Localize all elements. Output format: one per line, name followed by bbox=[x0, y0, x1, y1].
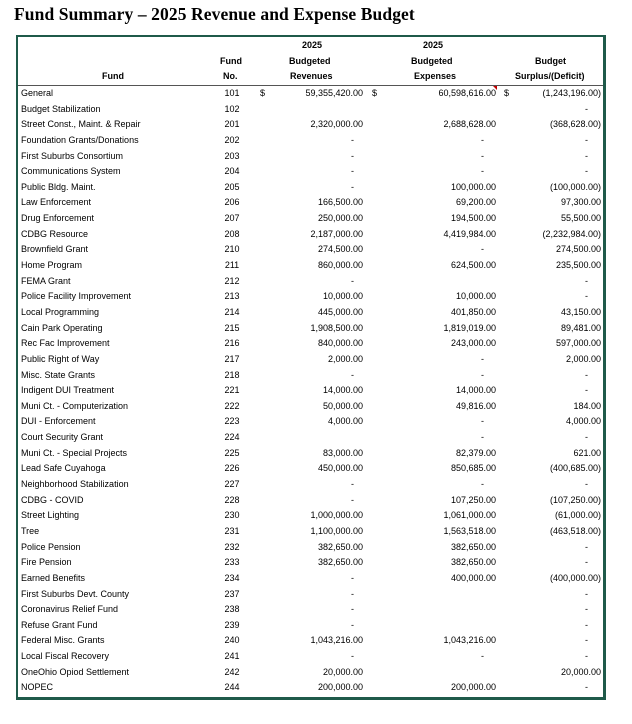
revenues-cell: - bbox=[351, 150, 354, 161]
fund-number-cell: 224 bbox=[224, 432, 240, 443]
surplus-cell: - bbox=[585, 651, 588, 662]
revenues-cell: 14,000.00 bbox=[322, 385, 363, 396]
header-expenses-line2: Budgeted bbox=[411, 56, 453, 66]
revenues-cell: - bbox=[351, 479, 354, 490]
revenues-cell: - bbox=[351, 588, 354, 599]
surplus-cell: - bbox=[585, 557, 588, 568]
header-expenses-line3: Expenses bbox=[414, 71, 457, 81]
surplus-cell: - bbox=[585, 588, 588, 599]
revenues-cell: 382,650.00 bbox=[317, 557, 363, 568]
header-surplus-line1: Budget bbox=[535, 56, 566, 66]
table-row bbox=[18, 321, 603, 337]
fund-number-cell: 223 bbox=[224, 416, 240, 427]
fund-number-cell: 234 bbox=[224, 572, 240, 583]
fund-name-cell: Public Right of Way bbox=[21, 353, 100, 364]
expenses-cell: 100,000.00 bbox=[450, 181, 496, 192]
fund-summary-table bbox=[16, 35, 606, 700]
expenses-cell: 14,000.00 bbox=[455, 385, 496, 396]
expenses-cell: 107,250.00 bbox=[450, 494, 496, 505]
fund-number-cell: 228 bbox=[224, 494, 240, 505]
surplus-cell: - bbox=[585, 166, 588, 177]
fund-name-cell: Police Pension bbox=[21, 541, 81, 552]
fund-number-cell: 101 bbox=[224, 88, 240, 98]
fund-name-cell: Foundation Grants/Donations bbox=[21, 134, 139, 145]
revenues-cell: 4,000.00 bbox=[327, 416, 363, 427]
surplus-cell: (100,000.00) bbox=[549, 181, 601, 192]
table-row bbox=[18, 430, 603, 446]
table-row bbox=[18, 524, 603, 540]
fund-number-cell: 214 bbox=[224, 306, 240, 317]
table-row bbox=[18, 508, 603, 524]
revenues-cell: - bbox=[351, 181, 354, 192]
table-row bbox=[18, 195, 603, 211]
expenses-cell: 243,000.00 bbox=[450, 338, 496, 349]
currency-symbol-revenues: $ bbox=[260, 88, 266, 98]
fund-name-cell: Home Program bbox=[21, 260, 83, 271]
table-row bbox=[18, 86, 603, 102]
header-revenues-line3: Revenues bbox=[290, 71, 333, 81]
fund-number-cell: 231 bbox=[224, 525, 240, 536]
expenses-cell: 49,816.00 bbox=[455, 400, 496, 411]
expenses-cell: 82,379.00 bbox=[455, 447, 496, 458]
table-row bbox=[18, 289, 603, 305]
fund-number-cell: 210 bbox=[224, 244, 240, 255]
fund-name-cell: Law Enforcement bbox=[21, 197, 92, 208]
surplus-cell: 621.00 bbox=[573, 447, 601, 458]
fund-name-cell: CDBG - COVID bbox=[21, 494, 84, 505]
surplus-cell: - bbox=[585, 479, 588, 490]
table-row bbox=[18, 133, 603, 149]
fund-number-cell: 226 bbox=[224, 463, 240, 474]
fund-name-cell: NOPEC bbox=[21, 682, 54, 693]
table-row bbox=[18, 587, 603, 603]
expenses-cell: - bbox=[481, 432, 484, 443]
table-header bbox=[18, 37, 603, 85]
fund-name-cell: Public Bldg. Maint. bbox=[21, 181, 96, 192]
surplus-cell: - bbox=[585, 635, 588, 646]
revenues-cell: 83,000.00 bbox=[322, 447, 363, 458]
fund-number-cell: 202 bbox=[224, 134, 240, 145]
revenues-cell: - bbox=[351, 572, 354, 583]
table-body bbox=[18, 86, 603, 696]
surplus-cell: (463,518.00) bbox=[549, 525, 601, 536]
table-row bbox=[18, 336, 603, 352]
table-row bbox=[18, 446, 603, 462]
surplus-cell: (400,000.00) bbox=[549, 572, 601, 583]
table-row bbox=[18, 493, 603, 509]
fund-name-cell: Fire Pension bbox=[21, 557, 72, 568]
fund-number-cell: 225 bbox=[224, 447, 240, 458]
fund-name-cell: Court Security Grant bbox=[21, 432, 104, 443]
revenues-cell: - bbox=[351, 604, 354, 615]
revenues-cell: 59,355,420.00 bbox=[305, 88, 363, 98]
revenues-cell: - bbox=[351, 369, 354, 380]
revenues-cell: 50,000.00 bbox=[322, 400, 363, 411]
fund-number-cell: 244 bbox=[224, 682, 240, 693]
header-expenses-line1: 2025 bbox=[423, 40, 444, 50]
surplus-cell: - bbox=[585, 134, 588, 145]
revenues-cell: 2,000.00 bbox=[327, 353, 363, 364]
table-row bbox=[18, 680, 603, 696]
revenues-cell: 2,320,000.00 bbox=[310, 119, 363, 130]
fund-name-cell: FEMA Grant bbox=[21, 275, 71, 286]
expenses-cell: 850,685.00 bbox=[450, 463, 496, 474]
table-row bbox=[18, 164, 603, 180]
fund-name-cell: Lead Safe Cuyahoga bbox=[21, 463, 106, 474]
revenues-cell: 2,187,000.00 bbox=[310, 228, 363, 239]
fund-number-cell: 218 bbox=[224, 369, 240, 380]
fund-number-cell: 240 bbox=[224, 635, 240, 646]
expenses-cell: - bbox=[481, 166, 484, 177]
fund-number-cell: 203 bbox=[224, 150, 240, 161]
revenues-cell: 274,500.00 bbox=[317, 244, 363, 255]
expenses-cell: - bbox=[481, 369, 484, 380]
table-row bbox=[18, 602, 603, 618]
table-row bbox=[18, 461, 603, 477]
fund-number-cell: 232 bbox=[224, 541, 240, 552]
surplus-cell: - bbox=[585, 682, 588, 693]
surplus-cell: (1,243,196.00) bbox=[542, 88, 601, 98]
revenues-cell: 20,000.00 bbox=[322, 666, 363, 677]
expenses-cell: 624,500.00 bbox=[450, 260, 496, 271]
table-row bbox=[18, 180, 603, 196]
expenses-cell: 400,000.00 bbox=[450, 572, 496, 583]
revenues-cell: - bbox=[351, 166, 354, 177]
fund-name-cell: Coronavirus Relief Fund bbox=[21, 604, 119, 615]
revenues-cell: 166,500.00 bbox=[317, 197, 363, 208]
table-row bbox=[18, 414, 603, 430]
fund-number-cell: 205 bbox=[224, 181, 240, 192]
revenues-cell: - bbox=[351, 134, 354, 145]
expenses-cell: 10,000.00 bbox=[455, 291, 496, 302]
expenses-cell: 401,850.00 bbox=[450, 306, 496, 317]
table-row bbox=[18, 368, 603, 384]
surplus-cell: 55,500.00 bbox=[560, 213, 601, 224]
expenses-cell: 382,650.00 bbox=[450, 541, 496, 552]
expenses-cell: - bbox=[481, 353, 484, 364]
table-row bbox=[18, 242, 603, 258]
expenses-cell: 60,598,616.00 bbox=[438, 88, 496, 98]
revenues-cell: - bbox=[351, 651, 354, 662]
revenues-cell: 1,000,000.00 bbox=[310, 510, 363, 521]
revenues-cell: 382,650.00 bbox=[317, 541, 363, 552]
surplus-cell: 89,481.00 bbox=[560, 322, 601, 333]
expenses-cell: 4,419,984.00 bbox=[443, 228, 496, 239]
revenues-cell: 10,000.00 bbox=[322, 291, 363, 302]
expenses-cell: - bbox=[481, 134, 484, 145]
fund-name-cell: Misc. State Grants bbox=[21, 369, 96, 380]
fund-name-cell: OneOhio Opiod Settlement bbox=[21, 666, 130, 677]
header-surplus-line2: Surplus/(Deficit) bbox=[515, 71, 585, 81]
surplus-cell: (61,000.00) bbox=[554, 510, 601, 521]
expenses-cell: - bbox=[481, 651, 484, 662]
revenues-cell: 1,043,216.00 bbox=[310, 635, 363, 646]
revenues-cell: - bbox=[351, 619, 354, 630]
expenses-cell: 2,688,628.00 bbox=[443, 119, 496, 130]
table-row bbox=[18, 399, 603, 415]
comment-flag-icon bbox=[493, 86, 497, 90]
surplus-cell: - bbox=[585, 291, 588, 302]
fund-number-cell: 217 bbox=[224, 353, 240, 364]
fund-number-cell: 242 bbox=[224, 666, 240, 677]
fund-number-cell: 222 bbox=[224, 400, 240, 411]
fund-name-cell: First Suburbs Consortium bbox=[21, 150, 124, 161]
fund-name-cell: Indigent DUI Treatment bbox=[21, 385, 115, 396]
fund-name-cell: Street Const., Maint. & Repair bbox=[21, 119, 141, 130]
expenses-cell: 382,650.00 bbox=[450, 557, 496, 568]
surplus-cell: (107,250.00) bbox=[549, 494, 601, 505]
table-row bbox=[18, 383, 603, 399]
surplus-cell: 597,000.00 bbox=[555, 338, 601, 349]
currency-symbol-surplus: $ bbox=[504, 88, 510, 98]
surplus-cell: - bbox=[585, 432, 588, 443]
currency-symbol-expenses: $ bbox=[372, 88, 378, 98]
table-row bbox=[18, 149, 603, 165]
fund-name-cell: Local Fiscal Recovery bbox=[21, 651, 110, 662]
revenues-cell: 1,100,000.00 bbox=[310, 525, 363, 536]
expenses-cell: 1,043,216.00 bbox=[443, 635, 496, 646]
expenses-cell: - bbox=[481, 479, 484, 490]
surplus-cell: 2,000.00 bbox=[565, 353, 601, 364]
fund-name-cell: Muni Ct. - Computerization bbox=[21, 400, 129, 411]
fund-name-cell: General bbox=[21, 88, 54, 98]
fund-number-cell: 204 bbox=[224, 166, 240, 177]
surplus-cell: - bbox=[585, 103, 588, 114]
fund-number-cell: 237 bbox=[224, 588, 240, 599]
table-row bbox=[18, 211, 603, 227]
expenses-cell: 194,500.00 bbox=[450, 213, 496, 224]
surplus-cell: - bbox=[585, 275, 588, 286]
fund-number-cell: 216 bbox=[224, 338, 240, 349]
table-row bbox=[18, 571, 603, 587]
surplus-cell: (400,685.00) bbox=[549, 463, 601, 474]
revenues-cell: 840,000.00 bbox=[317, 338, 363, 349]
fund-name-cell: Drug Enforcement bbox=[21, 213, 95, 224]
fund-number-cell: 233 bbox=[224, 557, 240, 568]
fund-number-cell: 221 bbox=[224, 385, 240, 396]
fund-name-cell: Cain Park Operating bbox=[21, 322, 103, 333]
revenues-cell: - bbox=[351, 494, 354, 505]
header-fund-no-line2: No. bbox=[223, 71, 238, 81]
fund-name-cell: Tree bbox=[21, 525, 40, 536]
surplus-cell: 235,500.00 bbox=[555, 260, 601, 271]
table-row bbox=[18, 633, 603, 649]
header-revenues-line1: 2025 bbox=[302, 40, 323, 50]
fund-number-cell: 239 bbox=[224, 619, 240, 630]
surplus-cell: - bbox=[585, 369, 588, 380]
table-row bbox=[18, 305, 603, 321]
surplus-cell: - bbox=[585, 150, 588, 161]
revenues-cell: 200,000.00 bbox=[317, 682, 363, 693]
surplus-cell: 274,500.00 bbox=[555, 244, 601, 255]
page-title: Fund Summary – 2025 Revenue and Expense Budget bbox=[14, 4, 415, 24]
expenses-cell: 1,563,518.00 bbox=[443, 525, 496, 536]
surplus-cell: - bbox=[585, 541, 588, 552]
table-row bbox=[18, 117, 603, 133]
fund-name-cell: First Suburbs Devt. County bbox=[21, 588, 130, 599]
fund-number-cell: 211 bbox=[224, 260, 240, 271]
revenues-cell: 445,000.00 bbox=[317, 306, 363, 317]
table-row bbox=[18, 258, 603, 274]
table-row bbox=[18, 555, 603, 571]
expenses-cell: - bbox=[481, 150, 484, 161]
fund-number-cell: 207 bbox=[224, 213, 240, 224]
surplus-cell: 97,300.00 bbox=[560, 197, 601, 208]
fund-name-cell: Brownfield Grant bbox=[21, 244, 89, 255]
fund-name-cell: Street Lighting bbox=[21, 510, 80, 521]
expenses-cell: - bbox=[481, 244, 484, 255]
surplus-cell: - bbox=[585, 604, 588, 615]
surplus-cell: - bbox=[585, 385, 588, 396]
fund-name-cell: Neighborhood Stabilization bbox=[21, 479, 129, 490]
fund-number-cell: 230 bbox=[224, 510, 240, 521]
fund-name-cell: CDBG Resource bbox=[21, 228, 89, 239]
fund-name-cell: Rec Fac Improvement bbox=[21, 338, 110, 349]
surplus-cell: 20,000.00 bbox=[560, 666, 601, 677]
table-row bbox=[18, 618, 603, 634]
revenues-cell: 450,000.00 bbox=[317, 463, 363, 474]
fund-name-cell: DUI - Enforcement bbox=[21, 416, 96, 427]
fund-number-cell: 212 bbox=[224, 275, 240, 286]
table-row bbox=[18, 227, 603, 243]
expenses-cell: 1,061,000.00 bbox=[443, 510, 496, 521]
fund-number-cell: 102 bbox=[224, 103, 240, 114]
surplus-cell: 184.00 bbox=[573, 400, 601, 411]
surplus-cell: (2,232,984.00) bbox=[542, 228, 601, 239]
fund-number-cell: 208 bbox=[224, 228, 240, 239]
surplus-cell: 4,000.00 bbox=[565, 416, 601, 427]
header-fund: Fund bbox=[102, 71, 124, 81]
fund-name-cell: Budget Stabilization bbox=[21, 103, 101, 114]
table-row bbox=[18, 274, 603, 290]
surplus-cell: - bbox=[585, 619, 588, 630]
revenues-cell: 1,908,500.00 bbox=[310, 322, 363, 333]
fund-number-cell: 241 bbox=[224, 651, 240, 662]
fund-number-cell: 206 bbox=[224, 197, 240, 208]
fund-name-cell: Local Programming bbox=[21, 306, 100, 317]
table-row bbox=[18, 665, 603, 681]
table-row bbox=[18, 102, 603, 118]
revenues-cell: - bbox=[351, 275, 354, 286]
fund-number-cell: 201 bbox=[224, 119, 240, 130]
header-revenues-line2: Budgeted bbox=[289, 56, 331, 66]
surplus-cell: 43,150.00 bbox=[560, 306, 601, 317]
fund-number-cell: 213 bbox=[224, 291, 240, 302]
table-row bbox=[18, 540, 603, 556]
expenses-cell: - bbox=[481, 416, 484, 427]
fund-number-cell: 238 bbox=[224, 604, 240, 615]
expenses-cell: 200,000.00 bbox=[450, 682, 496, 693]
table-row bbox=[18, 352, 603, 368]
fund-number-cell: 215 bbox=[224, 322, 240, 333]
fund-name-cell: Refuse Grant Fund bbox=[21, 619, 98, 630]
fund-name-cell: Federal Misc. Grants bbox=[21, 635, 105, 646]
table-row bbox=[18, 649, 603, 665]
header-fund-no-line1: Fund bbox=[220, 56, 242, 66]
fund-name-cell: Police Facility Improvement bbox=[21, 291, 132, 302]
surplus-cell: (368,628.00) bbox=[549, 119, 601, 130]
fund-number-cell: 227 bbox=[224, 479, 240, 490]
expenses-cell: 1,819,019.00 bbox=[443, 322, 496, 333]
fund-name-cell: Earned Benefits bbox=[21, 572, 86, 583]
fund-name-cell: Communications System bbox=[21, 166, 121, 177]
revenues-cell: 860,000.00 bbox=[317, 260, 363, 271]
fund-name-cell: Muni Ct. - Special Projects bbox=[21, 447, 128, 458]
table-row bbox=[18, 477, 603, 493]
revenues-cell: 250,000.00 bbox=[317, 213, 363, 224]
expenses-cell: 69,200.00 bbox=[455, 197, 496, 208]
